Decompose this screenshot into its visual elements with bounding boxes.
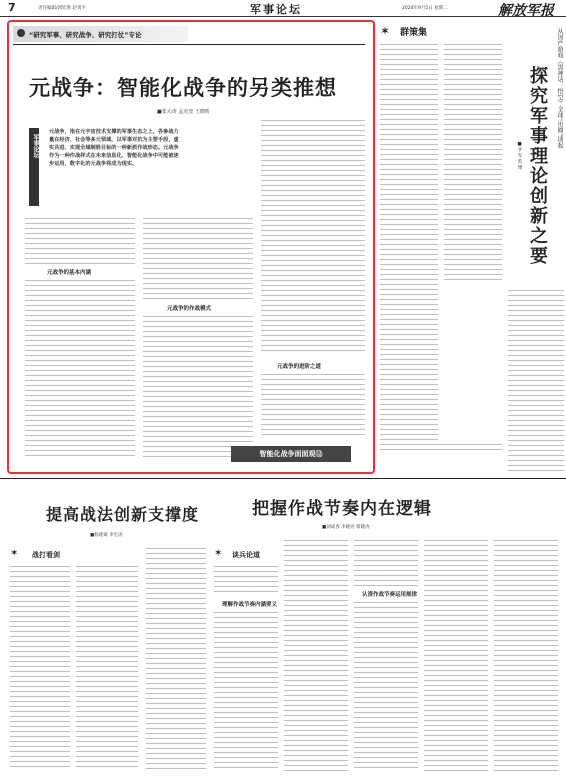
text-block — [143, 316, 253, 458]
text-block — [214, 566, 278, 596]
divider — [13, 44, 365, 45]
text-block — [444, 44, 502, 284]
star-icon: ✶ — [10, 548, 19, 559]
bottom-right-headline: 把握作战节奏内在逻辑 — [252, 499, 432, 519]
bottom-left-headline: 提高战法创新支撑度 — [46, 505, 200, 524]
column-title: 群策集 — [400, 28, 428, 38]
subsection-header — [8, 548, 138, 560]
subhead-rhythm-laws: 认清作战节奏运用规律 — [362, 592, 418, 598]
subsection-title: 战打看剑 — [32, 551, 60, 559]
text-block — [354, 540, 418, 586]
subhead-advancement: 元战争的进阶之道 — [277, 364, 322, 370]
masthead — [0, 0, 566, 17]
subhead-combat-mode: 元战争的作战模式 — [167, 306, 212, 312]
column-header — [378, 22, 508, 40]
text-block — [380, 444, 502, 452]
text-block — [214, 612, 278, 771]
right-feature-panel — [508, 22, 566, 284]
feature-headline: 元战争：智能化战争的另类推想 — [29, 76, 337, 100]
page-number: 7 — [8, 1, 16, 14]
text-block — [146, 548, 206, 771]
text-block — [354, 602, 418, 771]
text-block — [424, 540, 488, 771]
star-icon: ✶ — [214, 548, 223, 559]
feature-article-frame — [7, 20, 375, 474]
date: 2024年9月5日 星期二 — [402, 6, 448, 11]
right-byline: ■李 军 苏 博 — [517, 142, 522, 170]
text-block — [261, 374, 365, 438]
subhead-rhythm-meaning: 理解作战节奏内涵要义 — [222, 602, 278, 608]
feature-banner-text: “研究军事、研究战争、研究打仗”专论 — [29, 31, 142, 39]
series-footer-bar: 智能化战争面面观⑫ — [231, 446, 351, 462]
right-overline: 从国产游戏《黑神话：悟空》全球“出圈”谈起 — [556, 28, 563, 149]
newspaper-logo: 解放军报 — [498, 3, 554, 19]
bottom-right-byline: ■刘成春 李晓亮 蔡晓涛 — [322, 525, 370, 530]
text-block — [76, 566, 138, 771]
feature-banner — [13, 26, 188, 42]
side-tag — [29, 128, 39, 206]
text-block — [494, 540, 558, 771]
text-block — [25, 218, 135, 264]
text-block — [284, 540, 348, 771]
feature-byline: ■张元涛 孟宪宽 王晓昕 — [157, 109, 210, 115]
text-block — [10, 566, 70, 771]
bottom-left-byline: ■杨建斌 李宏涛 — [90, 533, 123, 538]
text-block — [261, 120, 365, 354]
column-tag-text: 谈兵论道 — [232, 551, 260, 559]
star-icon: ✶ — [380, 24, 391, 38]
right-headline: 探究军事理论创新之要 — [527, 66, 548, 266]
subhead-basic-connotation: 元战争的基本内涵 — [47, 270, 92, 276]
text-block — [25, 280, 135, 458]
section-divider — [0, 478, 566, 479]
section-title: 军事论坛 — [250, 3, 302, 16]
edition-info: 责任编辑/郭钦然 赵勇平 — [38, 6, 86, 11]
text-block — [380, 44, 438, 444]
side-tag-text: 军事论坛 — [32, 134, 39, 158]
star-badge-icon — [17, 29, 25, 37]
column-tag — [214, 548, 294, 562]
text-block — [508, 290, 564, 474]
feature-abstract: 元战争，指在元宇宙技术支撑的军事生态之上，各参战力量在经济、社会等多元领域，以军事对抗为主要手段，虚实共进、实现全域制胜目标的一种新质作战形态。元战争作为一种作战样式在未来信息化、智能化战争中可能被逐步运用，数字化的元战争将成为现实。 — [49, 129, 179, 167]
text-block — [143, 218, 253, 300]
